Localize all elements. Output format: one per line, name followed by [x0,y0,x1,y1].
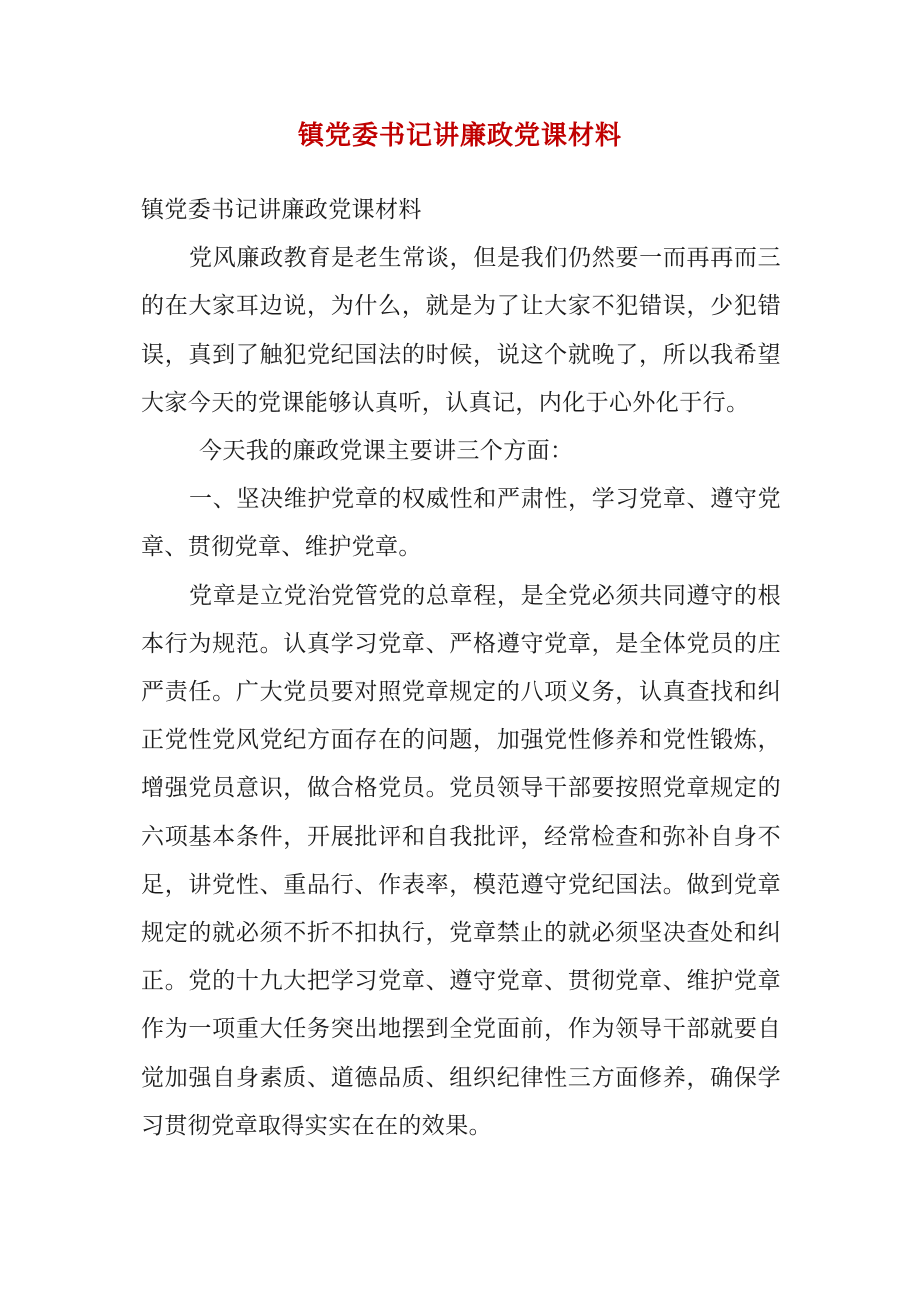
section-heading-paragraph: 一、坚决维护党章的权威性和严肃性，学习党章、遵守党章、贯彻党章、维护党章。 [141,486,781,561]
subtitle-paragraph: 镇党委书记讲廉政党课材料 [141,197,422,223]
document-title: 镇党委书记讲廉政党课材料 [297,121,622,151]
intro-paragraph: 党风廉政教育是老生常谈，但是我们仍然要一而再再而三的在大家耳边说，为什么，就是为了让大家不犯错误，少犯错误，真到了触犯党纪国法的时候，说这个就晚了，所以我希望大家今天的党课能够认真听，认真记，内化于心外化于行。 [141,245,781,416]
body-paragraph: 党章是立党治党管党的总章程，是全党必须共同遵守的根本行为规范。认真学习党章、严格遵守党章，是全体党员的庄严责任。广大党员要对照党章规定的八项义务，认真查找和纠正党性党风党纪方面存在的问题，加强党性修养和党性锻炼，增强党员意识，做合格党员。党员领导干部要按照党章规定的六项基本条件，开展批评和自我批评，经常检查和弥补自身不足，讲党性、重品行、作表率，模范遵守党纪国法。做到党章规定的就必须不折不扣执行，党章禁止的就必须坚决查处和纠正。党的十九大把学习党章、遵守党章、贯彻党章、维护党章作为一项重大任务突出地摆到全党面前，作为领导干部就要自觉加强自身素质、道德品质、组织纪律性三方面修养，确保学习贯彻党章取得实实在在的效果。 [141,582,781,1139]
document-body [141,186,781,1150]
outline-paragraph: 今天我的廉政党课主要讲三个方面： [199,438,574,465]
